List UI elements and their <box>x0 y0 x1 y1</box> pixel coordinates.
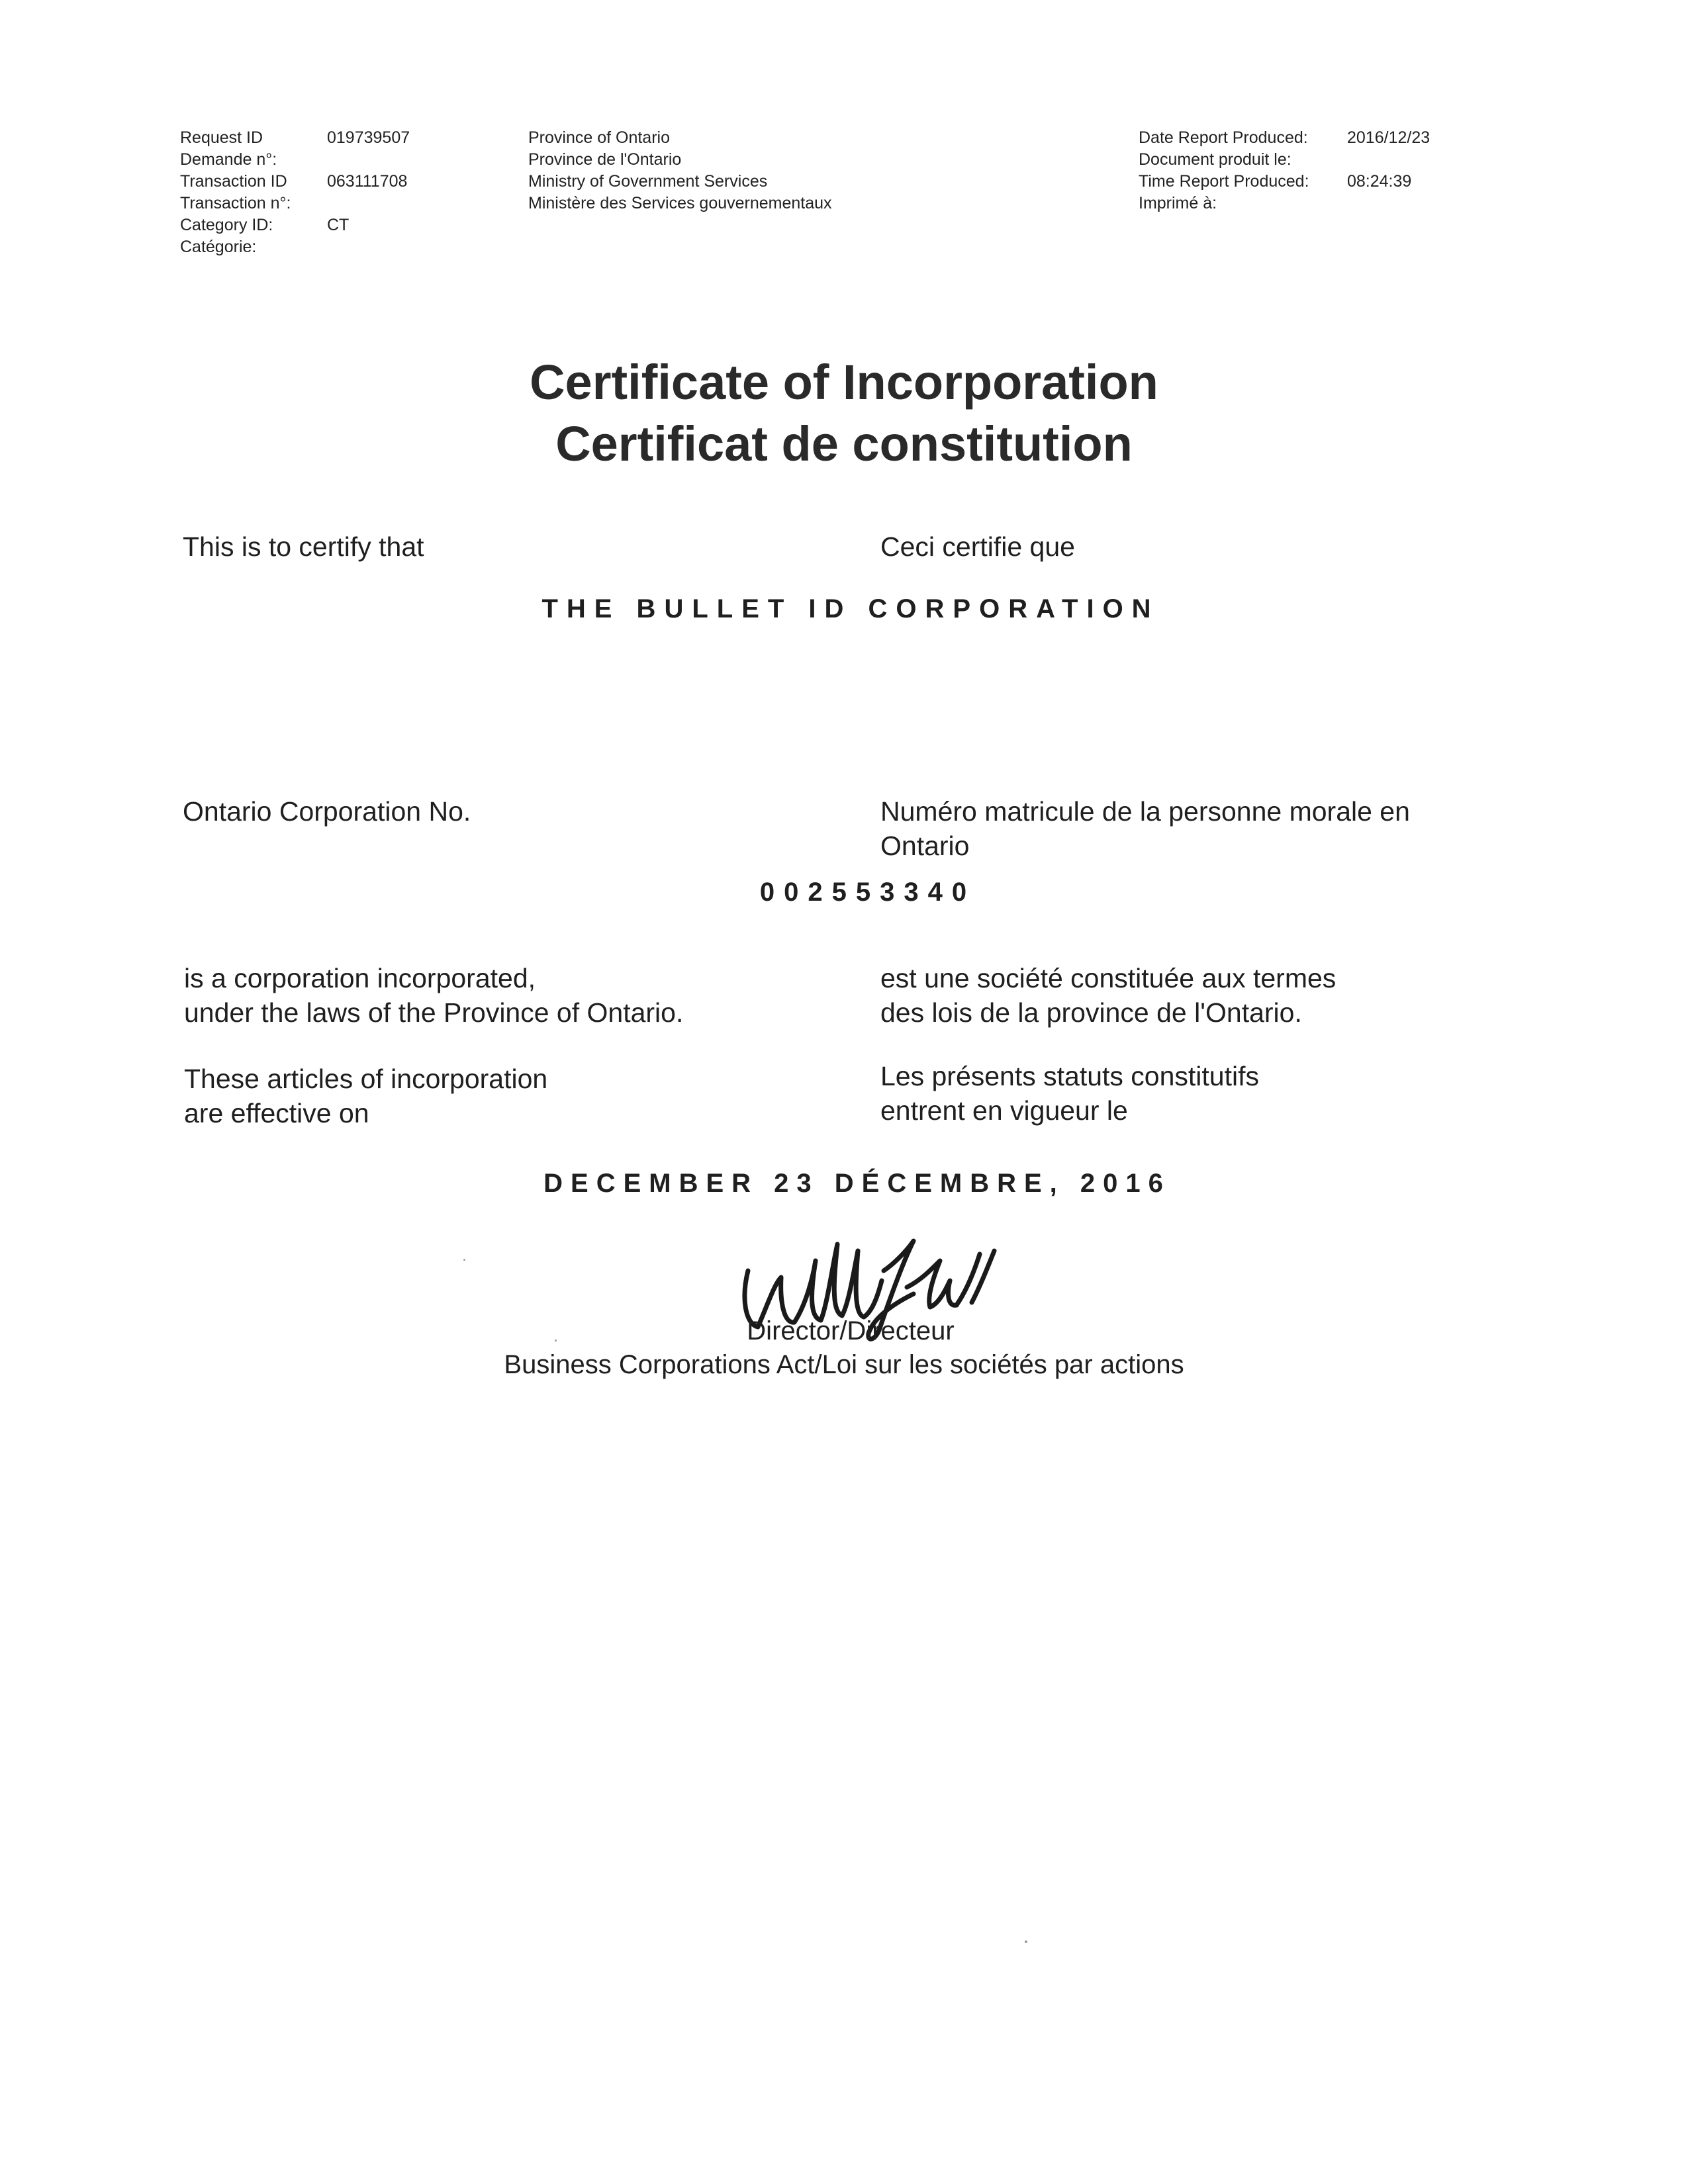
certificate-title-en: Certificate of Incorporation <box>530 355 1158 410</box>
meta-label: Imprimé à: <box>1139 194 1217 212</box>
meta-row-request-id <box>180 127 410 149</box>
request-metadata <box>180 127 410 258</box>
effective-text-en <box>184 1062 547 1130</box>
scan-speck <box>1025 1940 1027 1943</box>
meta-row-demande <box>180 149 410 171</box>
effective-en-line2: are effective on <box>184 1098 369 1128</box>
effective-date: DECEMBER 23 DÉCEMBRE, 2016 <box>543 1169 1171 1198</box>
ministry-line: Province de l'Ontario <box>528 150 682 169</box>
meta-value: 063111708 <box>327 172 408 191</box>
incorporated-en-line1: is a corporation incorporated, <box>184 963 536 993</box>
corporation-name: THE BULLET ID CORPORATION <box>541 594 1160 623</box>
incorporated-fr-line1: est une société constituée aux termes <box>880 963 1336 993</box>
incorporated-text-en <box>184 961 683 1030</box>
certify-text-en: This is to certify that <box>183 531 424 562</box>
meta-row-date-produced <box>1139 127 1430 149</box>
corp-number-label-en: Ontario Corporation No. <box>183 796 471 827</box>
meta-label: Transaction n°: <box>180 194 291 212</box>
meta-label: Date Report Produced: <box>1139 128 1308 147</box>
effective-text-fr <box>880 1059 1259 1128</box>
issuing-ministry <box>528 127 832 214</box>
ministry-line: Ministry of Government Services <box>528 172 768 191</box>
incorporated-text-fr <box>880 961 1336 1030</box>
signatory-act: Business Corporations Act/Loi sur les sociétés par actions <box>504 1350 1184 1379</box>
meta-label: Time Report Produced: <box>1139 172 1309 191</box>
meta-label: Document produit le: <box>1139 150 1291 169</box>
meta-row-time-produced <box>1139 171 1430 193</box>
meta-label: Transaction ID <box>180 172 287 191</box>
effective-fr-line2: entrent en vigueur le <box>880 1095 1128 1126</box>
meta-value: 08:24:39 <box>1347 172 1412 191</box>
corp-number-label-fr <box>880 794 1410 863</box>
meta-label: Request ID <box>180 128 263 147</box>
meta-value: 019739507 <box>327 128 410 147</box>
meta-label: Catégorie: <box>180 238 257 256</box>
incorporated-fr-line2: des lois de la province de l'Ontario. <box>880 997 1302 1028</box>
ministry-line: Province of Ontario <box>528 128 670 147</box>
scan-speck <box>463 1259 465 1261</box>
effective-en-line1: These articles of incorporation <box>184 1064 548 1094</box>
meta-row-document-produit <box>1139 149 1430 171</box>
corp-number-label-fr-line1: Numéro matricule de la personne morale en <box>880 796 1410 827</box>
corp-number-label-fr-line2: Ontario <box>880 831 970 861</box>
certify-text-fr: Ceci certifie que <box>880 531 1075 562</box>
certificate-title-fr: Certificat de constitution <box>555 416 1133 471</box>
incorporated-en-line2: under the laws of the Province of Ontario. <box>184 997 684 1028</box>
meta-row-category-id <box>180 214 410 236</box>
signatory-title: Director/Directeur <box>747 1316 955 1345</box>
scan-speck <box>555 1340 557 1342</box>
effective-fr-line1: Les présents statuts constitutifs <box>880 1061 1259 1091</box>
corporation-number: 002553340 <box>759 878 976 907</box>
meta-value: 2016/12/23 <box>1347 128 1430 147</box>
ministry-line: Ministère des Services gouvernementaux <box>528 194 832 212</box>
meta-label: Demande n°: <box>180 150 277 169</box>
report-metadata <box>1139 127 1430 214</box>
meta-row-transaction-no <box>180 193 410 214</box>
meta-row-categorie <box>180 236 410 258</box>
meta-row-imprime <box>1139 193 1430 214</box>
meta-row-transaction-id <box>180 171 410 193</box>
meta-value: CT <box>327 216 350 234</box>
meta-label: Category ID: <box>180 216 273 234</box>
